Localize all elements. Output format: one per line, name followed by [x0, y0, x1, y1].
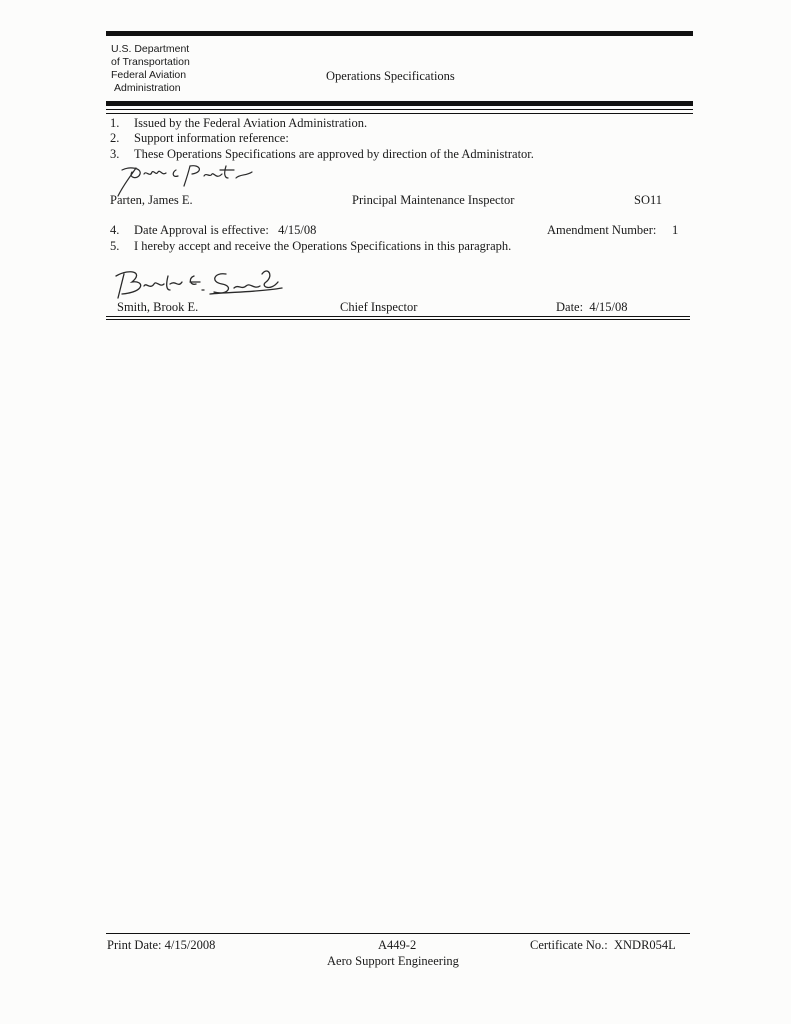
header-bottom-rule: [106, 101, 693, 106]
signature-rule-2: [106, 319, 690, 320]
agency-line: Federal Aviation: [111, 69, 187, 81]
signature-rule: [106, 316, 690, 317]
agency-line: U.S. Department: [111, 43, 190, 55]
header-thin-rule-2: [106, 113, 693, 114]
print-date: Print Date: 4/15/2008: [107, 938, 216, 952]
company-name: Aero Support Engineering: [327, 954, 459, 968]
form-number: A449-2: [378, 938, 417, 952]
paragraph-code: SO11: [634, 193, 663, 207]
acceptor-title: Chief Inspector: [340, 300, 418, 314]
acceptor-date: Date: 4/15/08: [556, 300, 628, 314]
top-rule: [106, 31, 693, 36]
footer-rule: [106, 933, 690, 934]
item-3: 3. These Operations Specifications are approved by direction of the Administrator.: [110, 147, 534, 161]
amendment-number: Amendment Number: 1: [547, 223, 679, 237]
approver-title: Principal Maintenance Inspector: [352, 193, 515, 207]
certificate-number: Certificate No.: XNDR054L: [530, 938, 676, 952]
acceptor-signature: [110, 264, 290, 304]
header-thin-rule: [106, 109, 693, 110]
item-5: 5. I hereby accept and receive the Operations Specifications in this paragraph.: [110, 239, 512, 253]
document-title: Operations Specifications: [326, 69, 455, 83]
agency-line: of Transportation: [111, 56, 190, 68]
item-2: 2. Support information reference:: [110, 131, 289, 145]
acceptor-name: Smith, Brook E.: [117, 300, 199, 314]
item-4: 4. Date Approval is effective: 4/15/08: [110, 223, 317, 237]
item-1: 1. Issued by the Federal Aviation Administration.: [110, 116, 368, 130]
effective-date: 4/15/08: [278, 223, 317, 237]
agency-line: Administration: [114, 82, 181, 94]
agency-block: [111, 43, 190, 95]
approver-name: Parten, James E.: [110, 193, 193, 207]
